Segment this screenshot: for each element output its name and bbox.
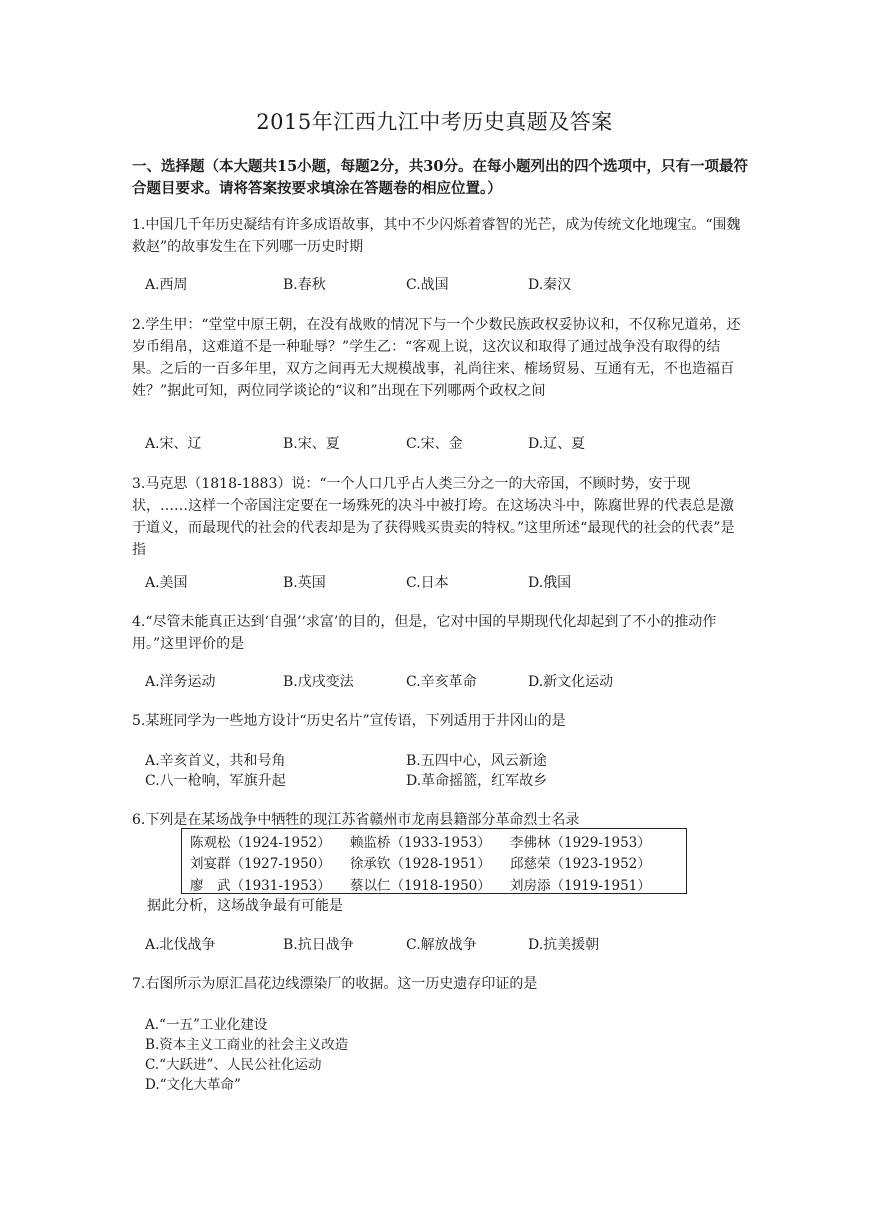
- option-a: A.美国: [145, 575, 188, 591]
- table-cell: 刘宴群（1927-1950）: [190, 856, 331, 872]
- option-b: B.五四中心，风云新途: [406, 753, 547, 769]
- option-a: A.北伐战争: [145, 937, 216, 953]
- option-c: C.解放战争: [406, 937, 477, 953]
- option-b: B.戊戌变法: [283, 674, 354, 690]
- option-c: C.八一枪响，军旗升起: [145, 773, 286, 789]
- option-b: B.资本主义工商业的社会主义改造: [145, 1037, 349, 1053]
- option-d: D.革命摇篮，红军故乡: [406, 773, 548, 789]
- option-d: D.新文化运动: [528, 674, 614, 690]
- option-b: B.英国: [283, 575, 326, 591]
- option-d: D.辽、夏: [528, 436, 586, 452]
- option-d: D.抗美援朝: [528, 937, 600, 953]
- option-a: A.宋、辽: [145, 436, 202, 452]
- option-a: A.洋务运动: [145, 674, 216, 690]
- question-5-options-row-1: [145, 750, 705, 772]
- question-7-stem: 7.右图所示为原汇昌花边线漂染厂的收据。这一历史遗存印证的是: [132, 976, 538, 992]
- question-5-stem: 5.某班同学为一些地方设计“历史名片”宣传语，下列适用于井冈山的是: [132, 713, 566, 729]
- question-3-stem: 3.马克思（1818-1883）说：“一个人口几乎占人类三分之一的大帝国，不顾时势，安于现状，……这样一个帝国注定要在一场殊死的决斗中被打垮。在这场决斗中，陈腐世界的代表总是激于道义，而最现代的社会的代表却是为了获得贱买贵卖的特权。”这里所述“最现代的社会的代表”是指: [132, 476, 735, 558]
- question-2-stem: 2.学生甲：“堂堂中原王朝，在没有战败的情况下与一个少数民族政权妥协议和，不仅称兄道弟，还岁币绢帛，这难道不是一种耻辱？”学生乙：“客观上说，这次议和取得了通过战争没有取得的结果。之后的一百多年里，双方之间再无大规模战事，礼尚往来、榷场贸易、互通有无，不也造福百姓？”据此可知，两位同学谈论的“议和”出现在下列哪两个政权之间: [132, 317, 741, 399]
- section-heading: 一、选择题（本大题共15小题，每题2分，共30分。在每小题列出的四个选项中，只有一项最符合题目要求。请将答案按要求填涂在答题卷的相应位置。）: [132, 158, 748, 197]
- table-cell: 蔡以仁（1918-1950）: [350, 878, 491, 894]
- option-c: C.“大跃进”、人民公社化运动: [145, 1057, 322, 1073]
- question-1-stem: 1.中国几千年历史凝结有许多成语故事，其中不少闪烁着睿智的光芒，成为传统文化地瑰宝。“围魏救赵”的故事发生在下列哪一历史时期: [132, 217, 741, 255]
- option-c: C.宋、金: [406, 436, 463, 452]
- option-a: A.西周: [145, 277, 188, 293]
- option-d: D.“文化大革命”: [145, 1077, 241, 1093]
- question-5-options-row-2: [145, 770, 705, 792]
- table-cell: 李佛林（1929-1953）: [510, 835, 651, 851]
- option-d: D.俄国: [528, 575, 572, 591]
- option-a: A.辛亥首义，共和号角: [145, 753, 286, 769]
- martyr-list-table: [181, 828, 687, 894]
- page-title: 2015年江西九江中考历史真题及答案: [256, 110, 613, 134]
- table-cell: 邱慈荣（1923-1952）: [510, 856, 651, 872]
- option-a: A.“一五”工业化建设: [145, 1017, 268, 1033]
- question-4-stem: 4.“尽管未能真正达到‘自强’‘求富’的目的，但是，它对中国的早期现代化却起到了不小的推动作用。”这里评价的是: [132, 614, 717, 652]
- table-cell: 刘房添（1919-1951）: [510, 878, 651, 894]
- table-cell: 赖监桥（1933-1953）: [350, 835, 491, 851]
- question-6-stem: 6.下列是在某场战争中牺牲的现江苏省赣州市龙南县籍部分革命烈士名录: [132, 812, 580, 828]
- option-c: C.战国: [406, 277, 449, 293]
- table-cell: 徐承钦（1928-1951）: [350, 856, 491, 872]
- option-c: C.日本: [406, 575, 449, 591]
- table-cell: 陈观松（1924-1952）: [190, 835, 331, 851]
- option-c: C.辛亥革命: [406, 674, 477, 690]
- option-d: D.秦汉: [528, 277, 572, 293]
- option-b: B.抗日战争: [283, 937, 354, 953]
- question-6-followup: 据此分析，这场战争最有可能是: [147, 898, 343, 914]
- option-b: B.春秋: [283, 277, 326, 293]
- table-cell: 廖 武（1931-1953）: [190, 878, 331, 894]
- option-b: B.宋、夏: [283, 436, 340, 452]
